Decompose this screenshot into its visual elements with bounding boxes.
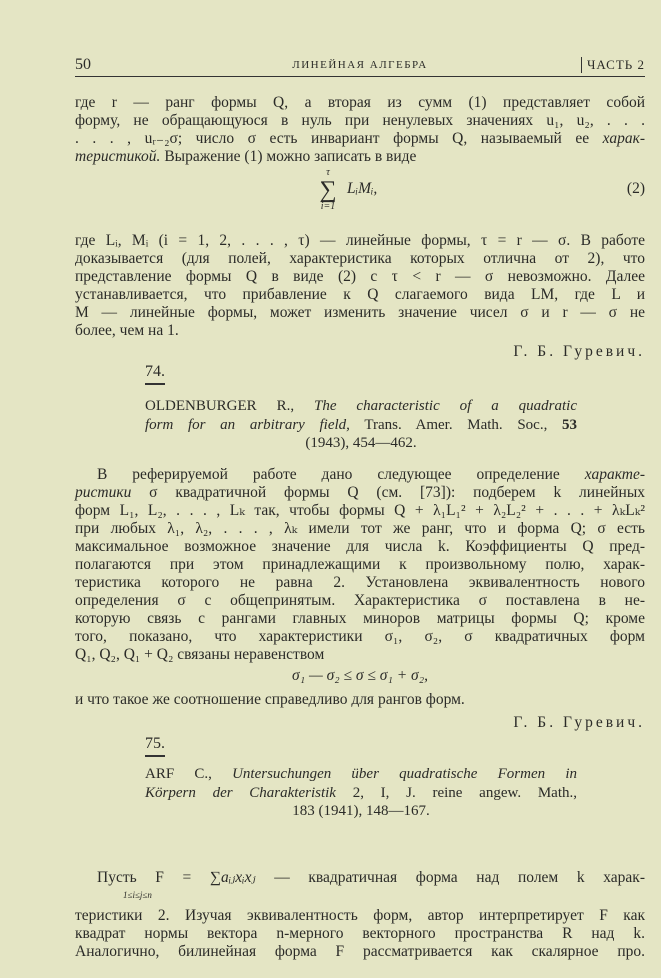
text-segment: В реферируемой работе дано следующее определение — [97, 466, 585, 483]
entry-number: 74. — [145, 363, 165, 385]
term-italic: характе- — [584, 466, 645, 483]
text-line — [75, 466, 645, 484]
sum-upper: τ — [326, 167, 330, 178]
citation-title: Untersuchungen über quadratische Formen in — [232, 766, 577, 782]
sum-sign: ∑ — [319, 177, 337, 203]
text-line: которую связь с рангами главных миноров матрицы формы Q; кроме — [75, 610, 645, 627]
text-line: Аналогично, билинейная форма F рассматривается как скалярное про. — [75, 943, 645, 960]
citation-line — [145, 784, 577, 803]
text-line: определения σ с общепринятым. Характеристика σ поставлена в не- — [75, 592, 645, 609]
text-line: и что такое же соотношение справедливо для рангов форм. — [75, 691, 465, 708]
text-segment: Выражение (1) можно записать в виде — [160, 148, 417, 165]
reviewer-signature: Г. Б. Гуревич. — [513, 343, 645, 360]
text-segment: — квадратичная форма над полем k харак- — [255, 869, 645, 886]
text-line — [75, 148, 645, 166]
citation-line — [145, 416, 577, 435]
sum-formula — [313, 168, 343, 212]
citation-pages: (1943), 454—462. — [305, 435, 417, 451]
text-segment: σ квадратичной формы Q (см. [73]): подберем k линейных — [131, 484, 645, 501]
citation-line — [145, 765, 577, 784]
citation-title: Körpern der Charakteristik — [145, 784, 336, 801]
text-line: M — линейные формы, может изменить значение чисел σ и r — σ не — [75, 304, 645, 321]
formula-body: LᵢMᵢ, — [347, 180, 378, 197]
text-line: форму, не обращающуюся в нуль при ненулевых значениях u₁, u₂, . . . — [75, 112, 645, 129]
sum-expression: ∑aᵢⱼxᵢxⱼ — [209, 869, 256, 886]
citation-line — [145, 397, 577, 416]
text-line: максимальное возможное значение для числа k. Коэффициенты Q пред- — [75, 538, 645, 555]
text-line: доказывается (для полей, характеристика которых отлична от 2), что — [75, 250, 645, 267]
term-italic: теристикой. — [75, 148, 161, 165]
text-line — [75, 869, 645, 887]
term-italic: харак- — [602, 130, 645, 147]
citation-title: form for an arbitrary field, — [145, 416, 350, 433]
text-line: Q₁, Q₂, Q₁ + Q₂ связаны неравенством — [75, 646, 325, 663]
running-title: ЛИНЕЙНАЯ АЛГЕБРА — [292, 59, 428, 71]
citation-volume: 53 — [562, 416, 578, 433]
part-label: ЧАСТЬ 2 — [581, 57, 645, 73]
text-line: более, чем на 1. — [75, 322, 179, 339]
text-line — [75, 484, 645, 502]
equation-number: (2) — [626, 180, 645, 197]
reviewer-signature: Г. Б. Гуревич. — [513, 714, 645, 731]
running-header — [75, 56, 645, 77]
text-line: представление формы Q в виде (2) с τ < r — σ невозможно. Далее — [75, 268, 645, 285]
citation — [145, 397, 577, 453]
text-line: того, показано, что характеристики σ₁, σ₂, σ квадратичных форм — [75, 628, 645, 645]
page-number: 50 — [75, 56, 91, 73]
text-line: где Lᵢ, Mᵢ (i = 1, 2, . . . , τ) — линейные формы, τ = r — σ. В работе — [75, 232, 645, 249]
text-line: теристики 2. Изучая эквивалентность форм, автор интерпретирует F как — [75, 907, 645, 924]
citation — [145, 765, 577, 821]
citation-title: The characteristic of a quadratic — [314, 398, 578, 414]
text-segment: Пусть F = — [97, 869, 210, 886]
sum-lower: i=1 — [320, 201, 336, 212]
text-line: устанавливается, что прибавление к Q слагаемого вида LM, где L и — [75, 286, 645, 303]
citation-author: OLDENBURGER R., — [145, 398, 315, 414]
text-line: квадрат нормы вектора n-мерного векторного пространства R над k. — [75, 925, 645, 942]
term-italic: ристики — [75, 484, 132, 501]
sum-subscript: 1≤i≤j≤n — [123, 890, 152, 900]
citation-author: ARF C., — [145, 766, 233, 782]
text-line: при любых λ₁, λ₂, . . . , λₖ имели тот же ранг, что и форма Q; σ есть — [75, 520, 645, 537]
text-line: полагаются при этом принадлежащими к произвольному полю, харак- — [75, 556, 645, 573]
citation-journal: Trans. Amer. Math. Soc., — [349, 416, 563, 433]
text-line: форм L₁, L₂, . . . , Lₖ так, чтобы формы Q + λ₁L₁² + λ₂L₂² + . . . + λₖLₖ² — [75, 502, 645, 519]
text-line: теристика которого не равна 2. Установлена эквивалентность нового — [75, 574, 645, 591]
text-line: где r — ранг формы Q, а вторая из сумм (1) представляет собой — [75, 94, 645, 111]
inequality-formula: σ₁ — σ₂ ≤ σ ≤ σ₁ + σ₂, — [292, 667, 428, 684]
text-line — [75, 130, 645, 148]
citation-pages: 183 (1941), 148—167. — [292, 803, 430, 819]
text-segment: . . . , uᵣ₋₂σ; число σ есть инвариант формы Q, называемый ее — [75, 130, 603, 147]
entry-number: 75. — [145, 735, 165, 757]
citation-journal: 2, I, J. reine angew. Math., — [335, 784, 577, 801]
